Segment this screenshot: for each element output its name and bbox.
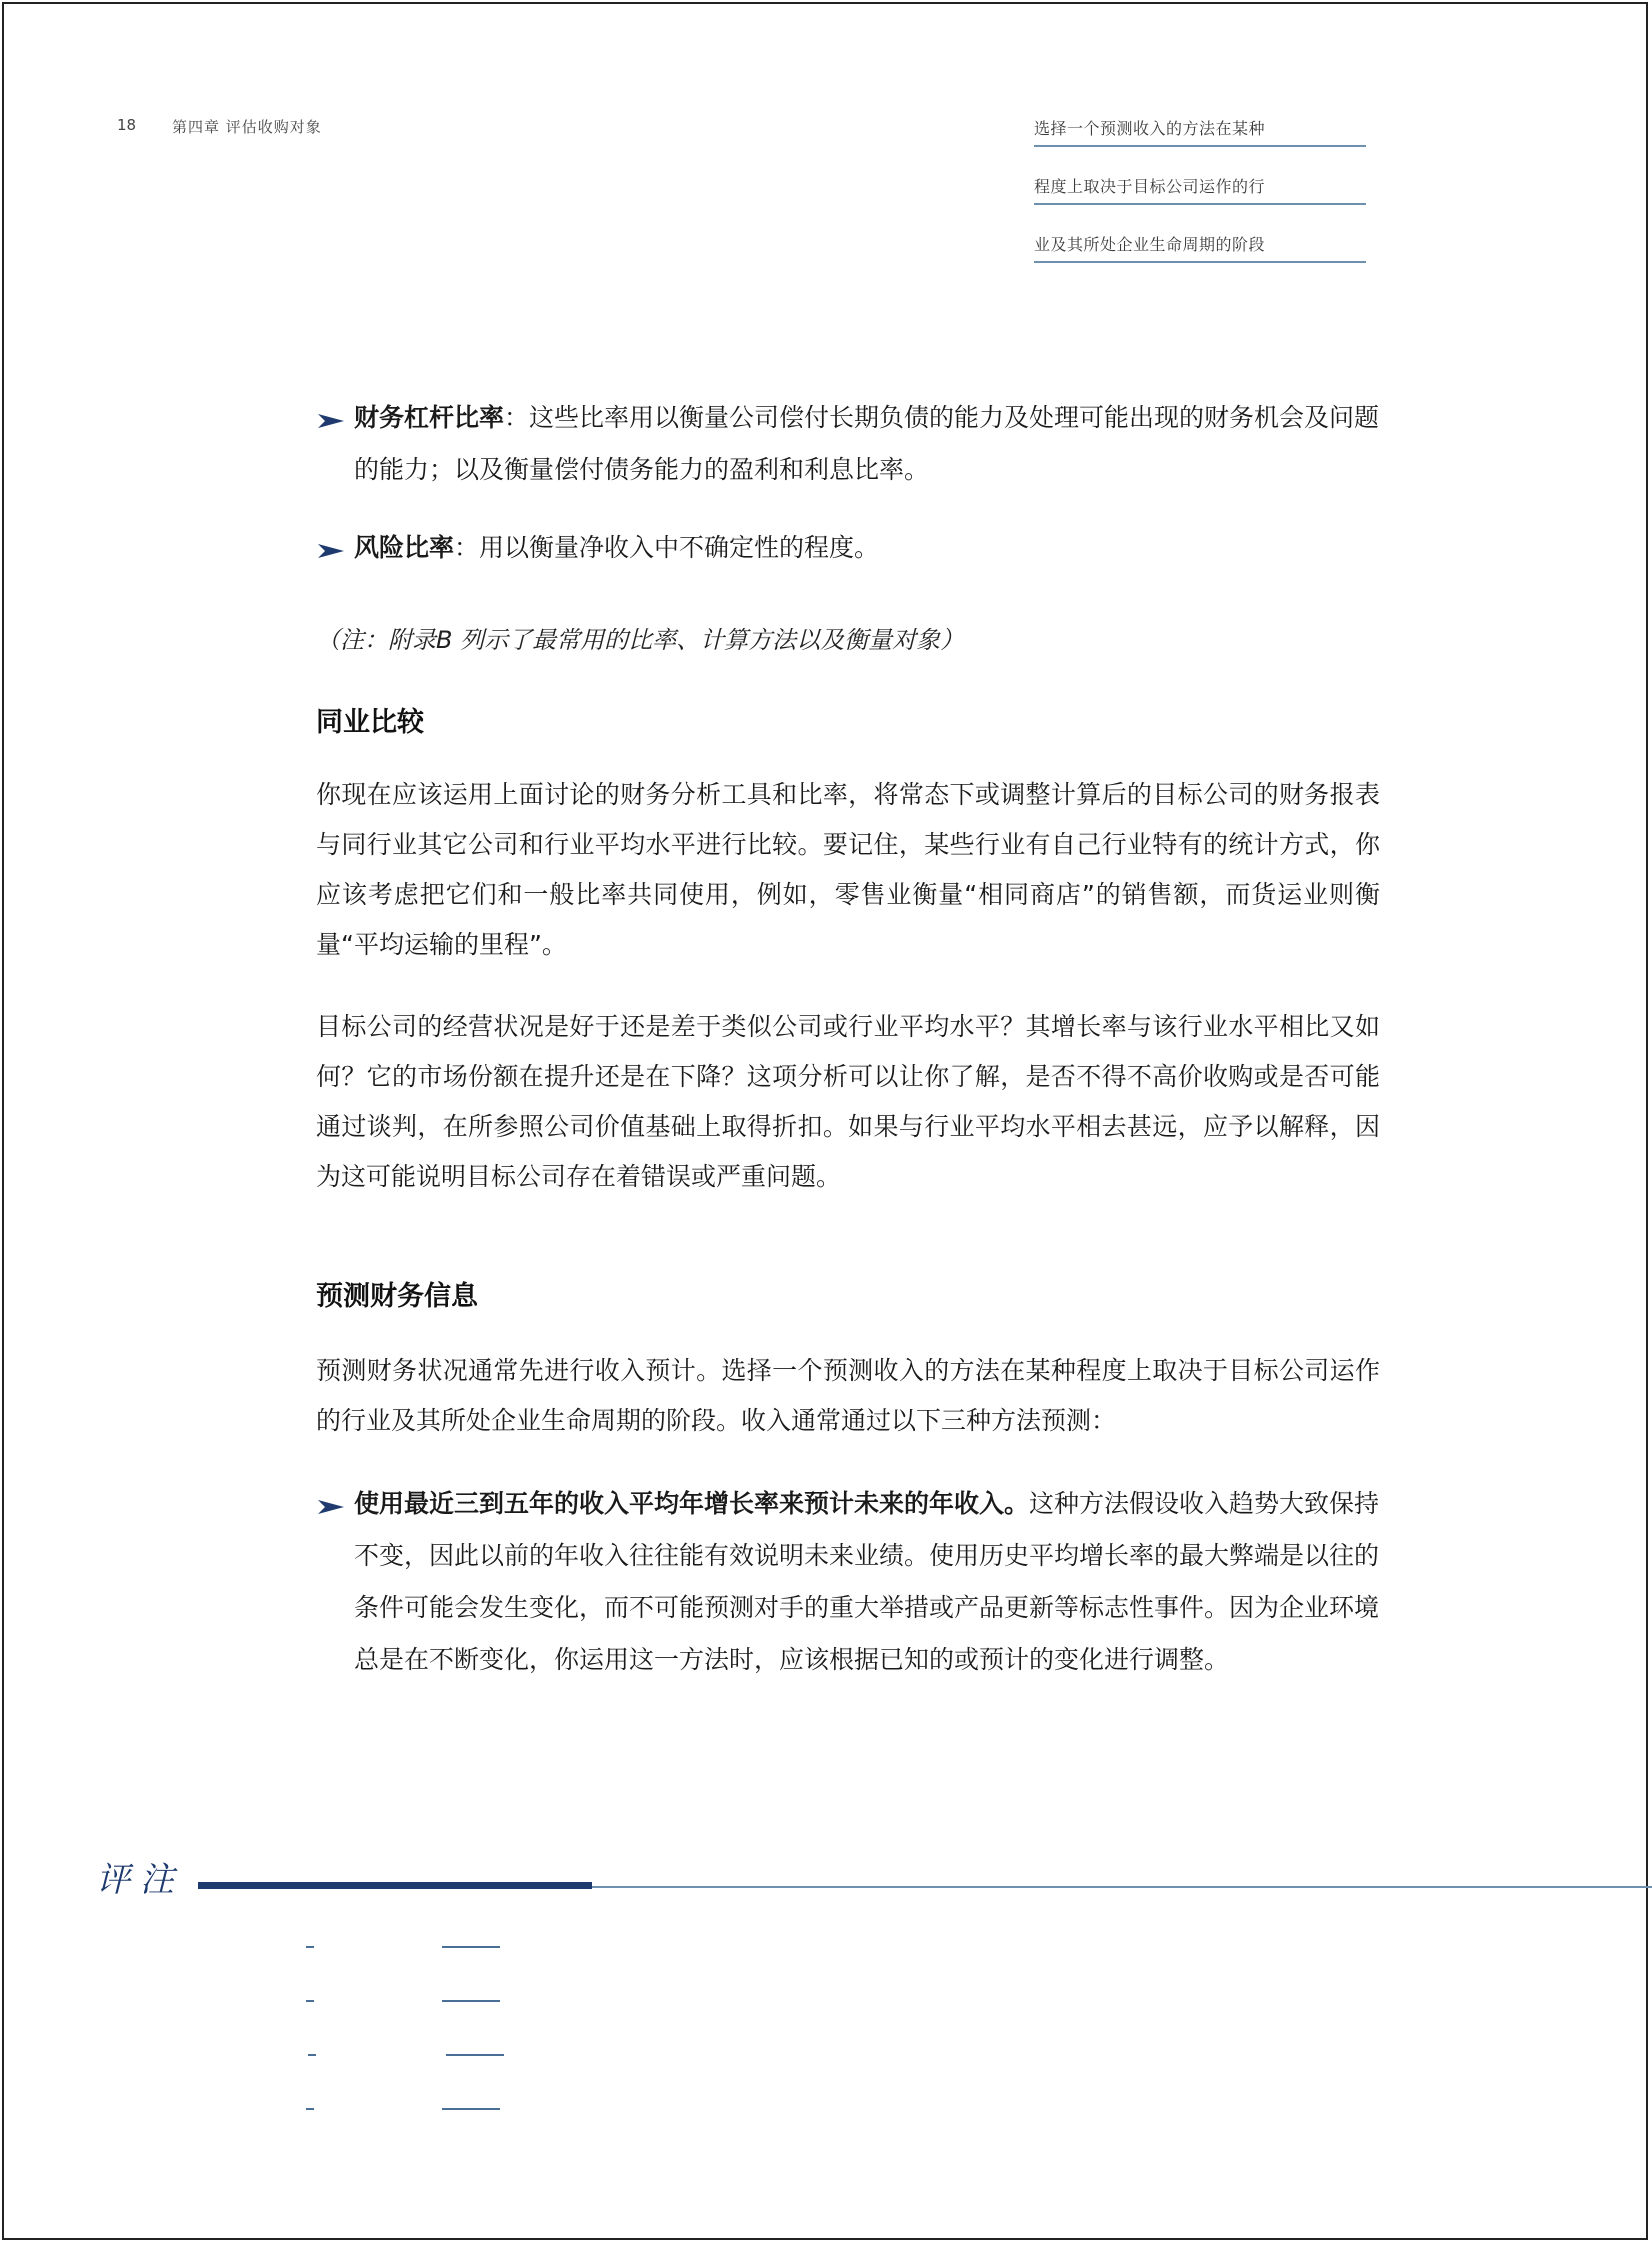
bullet-term: 风险比率 bbox=[354, 533, 455, 562]
comment-blank-short bbox=[308, 2054, 316, 2056]
arrow-bullet-icon bbox=[316, 404, 346, 434]
comment-blank-line bbox=[442, 2108, 500, 2110]
side-note-line-3: 业及其所处企业生命周期的阶段 bbox=[1034, 232, 1366, 263]
comments-title: 评注 bbox=[96, 1860, 184, 1900]
bullet-term: 财务杠杆比率 bbox=[354, 403, 505, 432]
bullet-body: ：这些比率用以衡量公司偿付长期负债的能力及处理可能出现的财务机会及问题的能力；以及衡量偿付债务能力的盈利和利息比率。 bbox=[354, 403, 1380, 484]
comment-blank-short bbox=[306, 2108, 314, 2110]
bullet-term: 使用最近三到五年的收入平均年增长率来预计未来的年收入。 bbox=[354, 1489, 1030, 1518]
comment-blank-short bbox=[306, 1946, 314, 1948]
bullet-growth-rate-method bbox=[316, 1478, 1380, 1686]
bullet-risk-ratio bbox=[316, 522, 1380, 574]
bullet-body: ：用以衡量净收入中不确定性的程度。 bbox=[454, 533, 880, 562]
side-note-line-1: 选择一个预测收入的方法在某种 bbox=[1034, 116, 1366, 147]
arrow-bullet-icon bbox=[316, 1490, 346, 1520]
arrow-bullet-icon bbox=[316, 534, 346, 564]
paragraph-peer-comparison-1: 你现在应该运用上面讨论的财务分析工具和比率，将常态下或调整计算后的目标公司的财务报表与同行业其它公司和行业平均水平进行比较。要记住，某些行业有自己行业特有的统计方式，你应该考虑把它们和一般比率共同使用，例如，零售业衡量“相同商店”的销售额，而货运业则衡量“平均运输的里程”。 bbox=[316, 780, 1380, 959]
bullet-body: 这种方法假设收入趋势大致保持不变，因此以前的年收入往往能有效说明未来业绩。使用历史平均增长率的最大弊端是以往的条件可能会发生变化，而不可能预测对手的重大举措或产品更新等标志性事件。因为企业环境总是在不断变化，你运用这一方法时，应该根据已知的或预计的变化进行调整。 bbox=[354, 1489, 1380, 1674]
page-number: 18 bbox=[117, 116, 137, 134]
chapter-title: 第四章 评估收购对象 bbox=[172, 118, 322, 136]
comments-divider-thin bbox=[592, 1886, 1652, 1888]
paragraph-forecast: 预测财务状况通常先进行收入预计。选择一个预测收入的方法在某种程度上取决于目标公司运作的行业及其所处企业生命周期的阶段。收入通常通过以下三种方法预测： bbox=[316, 1356, 1380, 1435]
appendix-note: （注：附录B 列示了最常用的比率、计算方法以及衡量对象） bbox=[316, 626, 965, 654]
side-note-line-2: 程度上取决于目标公司运作的行 bbox=[1034, 174, 1366, 205]
section-heading-peer-comparison: 同业比较 bbox=[316, 707, 424, 738]
paragraph-peer-comparison-2: 目标公司的经营状况是好于还是差于类似公司或行业平均水平？其增长率与该行业水平相比又如何？它的市场份额在提升还是在下降？这项分析可以让你了解，是否不得不高价收购或是否可能通过谈判，在所参照公司价值基础上取得折扣。如果与行业平均水平相去甚远，应予以解释，因为这可能说明目标公司存在着错误或严重问题。 bbox=[316, 1012, 1380, 1191]
comment-blank-line bbox=[442, 1946, 500, 1948]
comments-divider-thick bbox=[198, 1882, 592, 1889]
comment-blank-line bbox=[442, 2000, 500, 2002]
comment-blank-line bbox=[446, 2054, 504, 2056]
comment-blank-short bbox=[306, 2000, 314, 2002]
bullet-financial-leverage bbox=[316, 392, 1380, 496]
section-heading-forecast: 预测财务信息 bbox=[316, 1281, 478, 1312]
